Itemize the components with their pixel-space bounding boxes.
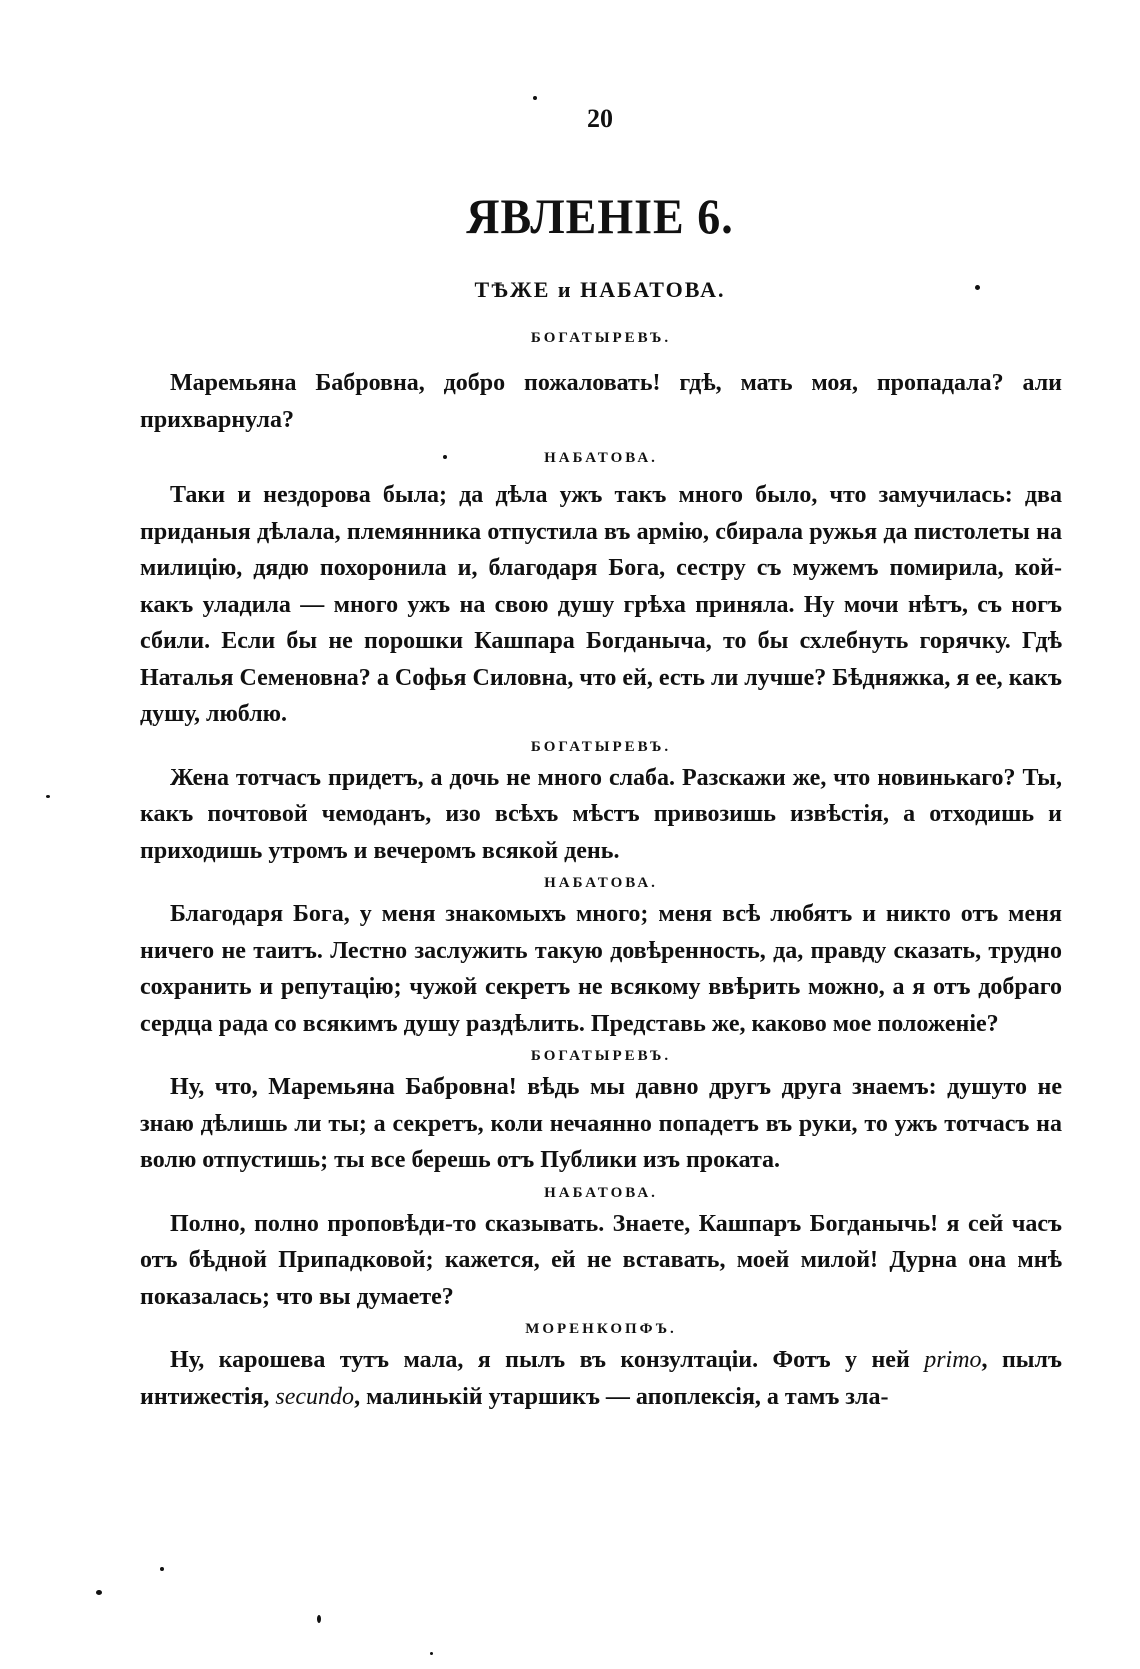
scan-speck	[160, 1567, 164, 1571]
speaker-label: НАБАТОВА.	[544, 450, 658, 466]
scan-speck	[96, 1590, 102, 1595]
speech-text: , пылъ интижестія,	[140, 1347, 1062, 1410]
speaker-label: МОРЕНКОПФЪ.	[525, 1321, 677, 1337]
latin-term: primo	[924, 1347, 982, 1373]
speech-paragraph	[140, 1342, 1062, 1415]
scan-speck	[975, 285, 980, 290]
page-number: 20	[587, 104, 613, 133]
dialogue-text	[140, 330, 1062, 1415]
speaker-label: БОГАТЫРЕВЪ.	[530, 738, 672, 755]
latin-term: secundo	[275, 1383, 355, 1410]
speech-paragraph: Маремьяна Бабровна, добро пожаловать! гдѣ, мать моя, пропадала? али прихварнула?	[140, 370, 1062, 433]
speech-paragraph: Полно, полно проповѣди-то сказывать. Знаете, Кашпаръ Богданычь! я сей часъ отъ бѣдной Припадковой; кажется, ей не вставать, моей милой! Дурна она мнѣ показалась; что вы думаете?	[140, 1210, 1062, 1310]
scan-speck	[533, 96, 537, 100]
speaker-label: БОГАТЫРЕВЪ.	[530, 330, 672, 346]
scan-speck	[46, 795, 50, 798]
speech-paragraph: Благодаря Бога, у меня знакомыхъ много; меня всѣ любятъ и никто отъ меня ничего не таитъ. Лестно заслужить такую довѣренность, да, правду сказать, трудно сохранить и репутацію; чужой секретъ не всякому ввѣрить можно, а я отъ добраго сердца рада со всякимъ душу раздѣлить. Представь же, каково мое положеніе?	[140, 901, 1062, 1037]
scan-speck	[430, 1652, 433, 1655]
scan-speck	[317, 1615, 321, 1623]
speech-text: Ну, карошева тутъ мала, я пылъ въ конзултаціи. Фотъ у ней	[170, 1347, 925, 1373]
speech-text: , малинькій утаршикъ — апоплексія, а тамъ зла-	[354, 1383, 889, 1410]
speech-paragraph: Таки и нездорова была; да дѣла ужъ такъ много было, что замучилась: два приданыя дѣлала, племянника отпустила въ армію, сбирала ружья да пистолеты на милицію, дядю похоронила и, благодаря Бога, сестру съ мужемъ помирила, кой-какъ уладила — много ужъ на свою душу грѣха приняла. Ну мочи нѣтъ, съ ногъ сбили. Если бы не порошки Кашпара Богданыча, то бы схлебнуть горячку. Гдѣ Наталья Семеновна? а Софья Силовна, что ей, есть ли лучше? Бѣдняжка, я ее, какъ душу, люблю.	[140, 482, 1062, 727]
scene-cast: ТѢЖЕ и НАБАТОВА.	[474, 277, 726, 302]
scene-title: ЯВЛЕНІЕ 6.	[466, 188, 734, 245]
speaker-label: НАБАТОВА.	[544, 1184, 658, 1201]
speaker-label: БОГАТЫРЕВЪ.	[530, 1048, 672, 1064]
scan-speck	[443, 455, 447, 459]
speaker-label: НАБАТОВА.	[544, 875, 658, 891]
speech-paragraph: Жена тотчасъ придетъ, а дочь не много слаба. Разскажи же, что новинькаго? Ты, какъ почтовой чемоданъ, изо всѣхъ мѣстъ привозишь извѣстія, а отходишь и приходишь утромъ и вечеромъ всякой день.	[140, 764, 1062, 864]
speech-paragraph: Ну, что, Маремьяна Бабровна! вѣдь мы давно другъ друга знаемъ: душуто не знаю дѣлишь ли ты; а секретъ, коли нечаянно попадетъ въ руки, то ужъ тотчасъ на волю отпустишь; ты все берешь отъ Публики изъ проката.	[140, 1074, 1062, 1173]
